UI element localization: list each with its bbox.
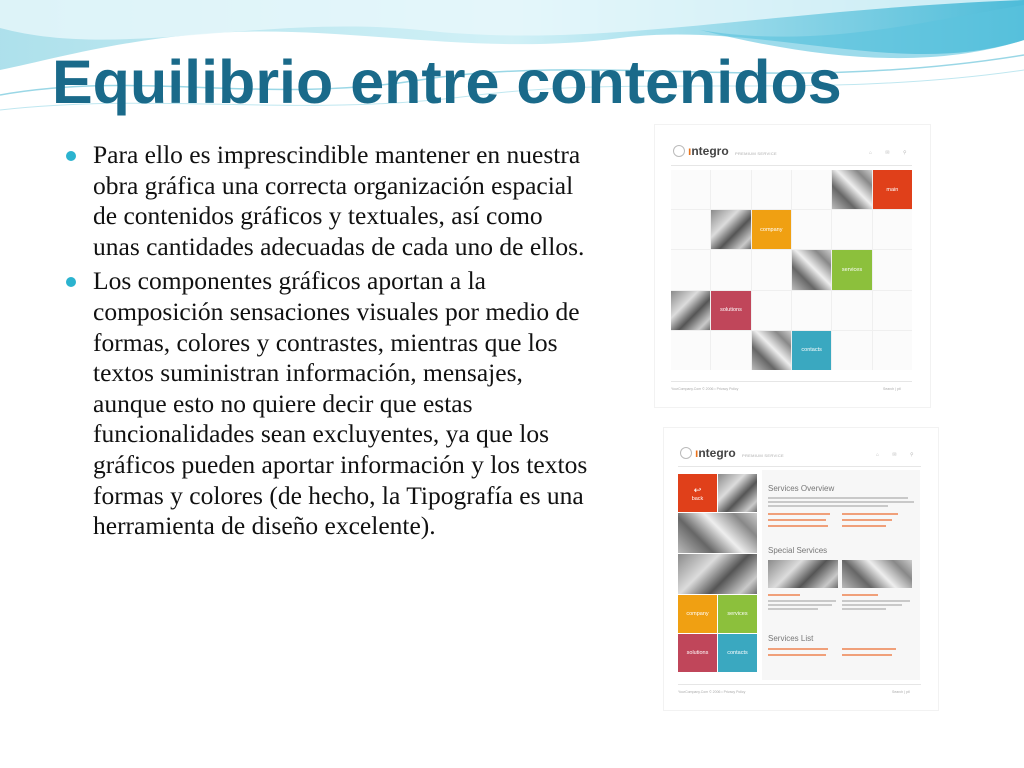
mockup-footer-left: YourCompany.Com © 2006 • Privacy Policy xyxy=(678,690,746,694)
mockup-footer-left: YourCompany.Com © 2006 • Privacy Policy xyxy=(671,387,739,391)
tile-company[interactable]: company xyxy=(752,210,791,249)
grid-cell xyxy=(792,210,831,249)
photo-tile xyxy=(678,513,757,553)
logo-text: ntegro xyxy=(698,446,736,460)
link-line[interactable] xyxy=(768,594,800,596)
website-mockup-home xyxy=(655,125,930,407)
grid-cell xyxy=(832,291,871,330)
header-icons: ⌂ ✉ ⚲ xyxy=(876,452,920,458)
text-line xyxy=(768,501,914,503)
link-line[interactable] xyxy=(768,519,826,521)
photo-tile xyxy=(752,331,791,370)
link-line[interactable] xyxy=(842,525,886,527)
grid-cell xyxy=(873,331,912,370)
mockup-footer-right: Search | ptl xyxy=(883,387,901,391)
grid-cell xyxy=(752,250,791,289)
grid-cell xyxy=(832,210,871,249)
grid-cell xyxy=(671,331,710,370)
back-button[interactable] xyxy=(678,474,717,512)
link-line[interactable] xyxy=(842,648,896,650)
grid-cell xyxy=(711,331,750,370)
tile-solutions[interactable]: solutions xyxy=(678,634,717,672)
tile-services[interactable]: services xyxy=(718,595,757,633)
photo-tile xyxy=(792,250,831,289)
text-line xyxy=(842,604,902,606)
text-line xyxy=(768,497,908,499)
link-line[interactable] xyxy=(842,519,892,521)
bullet-item xyxy=(62,266,592,541)
section-heading: Services Overview xyxy=(768,484,835,493)
bullet-icon xyxy=(66,277,76,287)
logo-ring-icon xyxy=(680,447,692,459)
text-line xyxy=(768,608,818,610)
tile-contacts[interactable]: contacts xyxy=(718,634,757,672)
mockup-logo xyxy=(673,144,729,158)
photo-tile xyxy=(711,210,750,249)
link-line[interactable] xyxy=(768,513,830,515)
logo-ring-icon xyxy=(673,145,685,157)
special-service-photo xyxy=(842,560,912,588)
text-line xyxy=(842,608,886,610)
website-mockup-services xyxy=(664,428,938,710)
link-line[interactable] xyxy=(842,513,898,515)
link-line[interactable] xyxy=(768,525,828,527)
section-heading: Services List xyxy=(768,634,814,643)
bullet-list xyxy=(62,140,592,546)
text-line xyxy=(768,600,836,602)
bullet-item xyxy=(62,140,592,262)
mockup-footer-right: Search | ptl xyxy=(892,690,910,694)
link-line[interactable] xyxy=(768,654,826,656)
photo-tile xyxy=(678,554,757,594)
mockup-tagline: PREMIUM SERVICE xyxy=(735,151,777,156)
header-divider xyxy=(678,466,921,467)
grid-cell xyxy=(873,210,912,249)
grid-cell xyxy=(711,170,750,209)
photo-tile xyxy=(832,170,871,209)
tile-main[interactable]: main xyxy=(873,170,912,209)
tile-solutions[interactable]: solutions xyxy=(711,291,750,330)
tile-grid xyxy=(671,170,912,370)
grid-cell xyxy=(711,250,750,289)
header-icons: ⌂ ✉ ⚲ xyxy=(869,150,913,156)
tile-services[interactable]: services xyxy=(832,250,871,289)
text-line xyxy=(842,600,910,602)
photo-tile xyxy=(718,474,757,512)
header-divider xyxy=(671,165,912,166)
text-line xyxy=(768,604,832,606)
slide-title: Equilibrio entre contenidos xyxy=(52,48,842,116)
footer-divider xyxy=(678,684,921,685)
grid-cell xyxy=(873,291,912,330)
back-arrow-icon: ↩ xyxy=(693,484,702,495)
grid-cell xyxy=(752,291,791,330)
grid-cell xyxy=(671,250,710,289)
logo-letter: ı xyxy=(695,446,699,460)
text-line xyxy=(768,505,888,507)
mockup-logo xyxy=(680,446,736,460)
left-column xyxy=(678,470,758,680)
grid-cell xyxy=(832,331,871,370)
bullet-text: Para ello es imprescindible mantener en nuestra obra gráfica una correcta organización espacial de contenidos gráficos y textuales, así como unas cantidades adecuadas de cada uno de ellos. xyxy=(93,140,585,261)
special-service-photo xyxy=(768,560,838,588)
photo-tile xyxy=(671,291,710,330)
tile-contacts[interactable]: contacts xyxy=(792,331,831,370)
link-line[interactable] xyxy=(842,654,892,656)
section-heading: Special Services xyxy=(768,546,828,555)
grid-cell xyxy=(752,170,791,209)
logo-letter: ı xyxy=(688,144,692,158)
bullet-icon xyxy=(66,151,76,161)
tile-company[interactable]: company xyxy=(678,595,717,633)
grid-cell xyxy=(671,210,710,249)
link-line[interactable] xyxy=(842,594,878,596)
grid-cell xyxy=(792,291,831,330)
mockup-tagline: PREMIUM SERVICE xyxy=(742,453,784,458)
footer-divider xyxy=(671,381,912,382)
grid-cell xyxy=(792,170,831,209)
services-content xyxy=(762,470,920,680)
bullet-text: Los componentes gráficos aportan a la composición sensaciones visuales por medio de formas, colores y contrastes, mientras que los textos suministran información, mensajes, aunque esto no quiere decir que estas funcionalidades sean excluyentes, ya que los gráficos pueden aportar información y los textos formas y colores (de hecho, la Tipografía es una herramienta de diseño excelente). xyxy=(93,266,588,541)
logo-text: ntegro xyxy=(691,144,729,158)
grid-cell xyxy=(873,250,912,289)
back-label: back xyxy=(691,495,704,502)
link-line[interactable] xyxy=(768,648,828,650)
grid-cell xyxy=(671,170,710,209)
